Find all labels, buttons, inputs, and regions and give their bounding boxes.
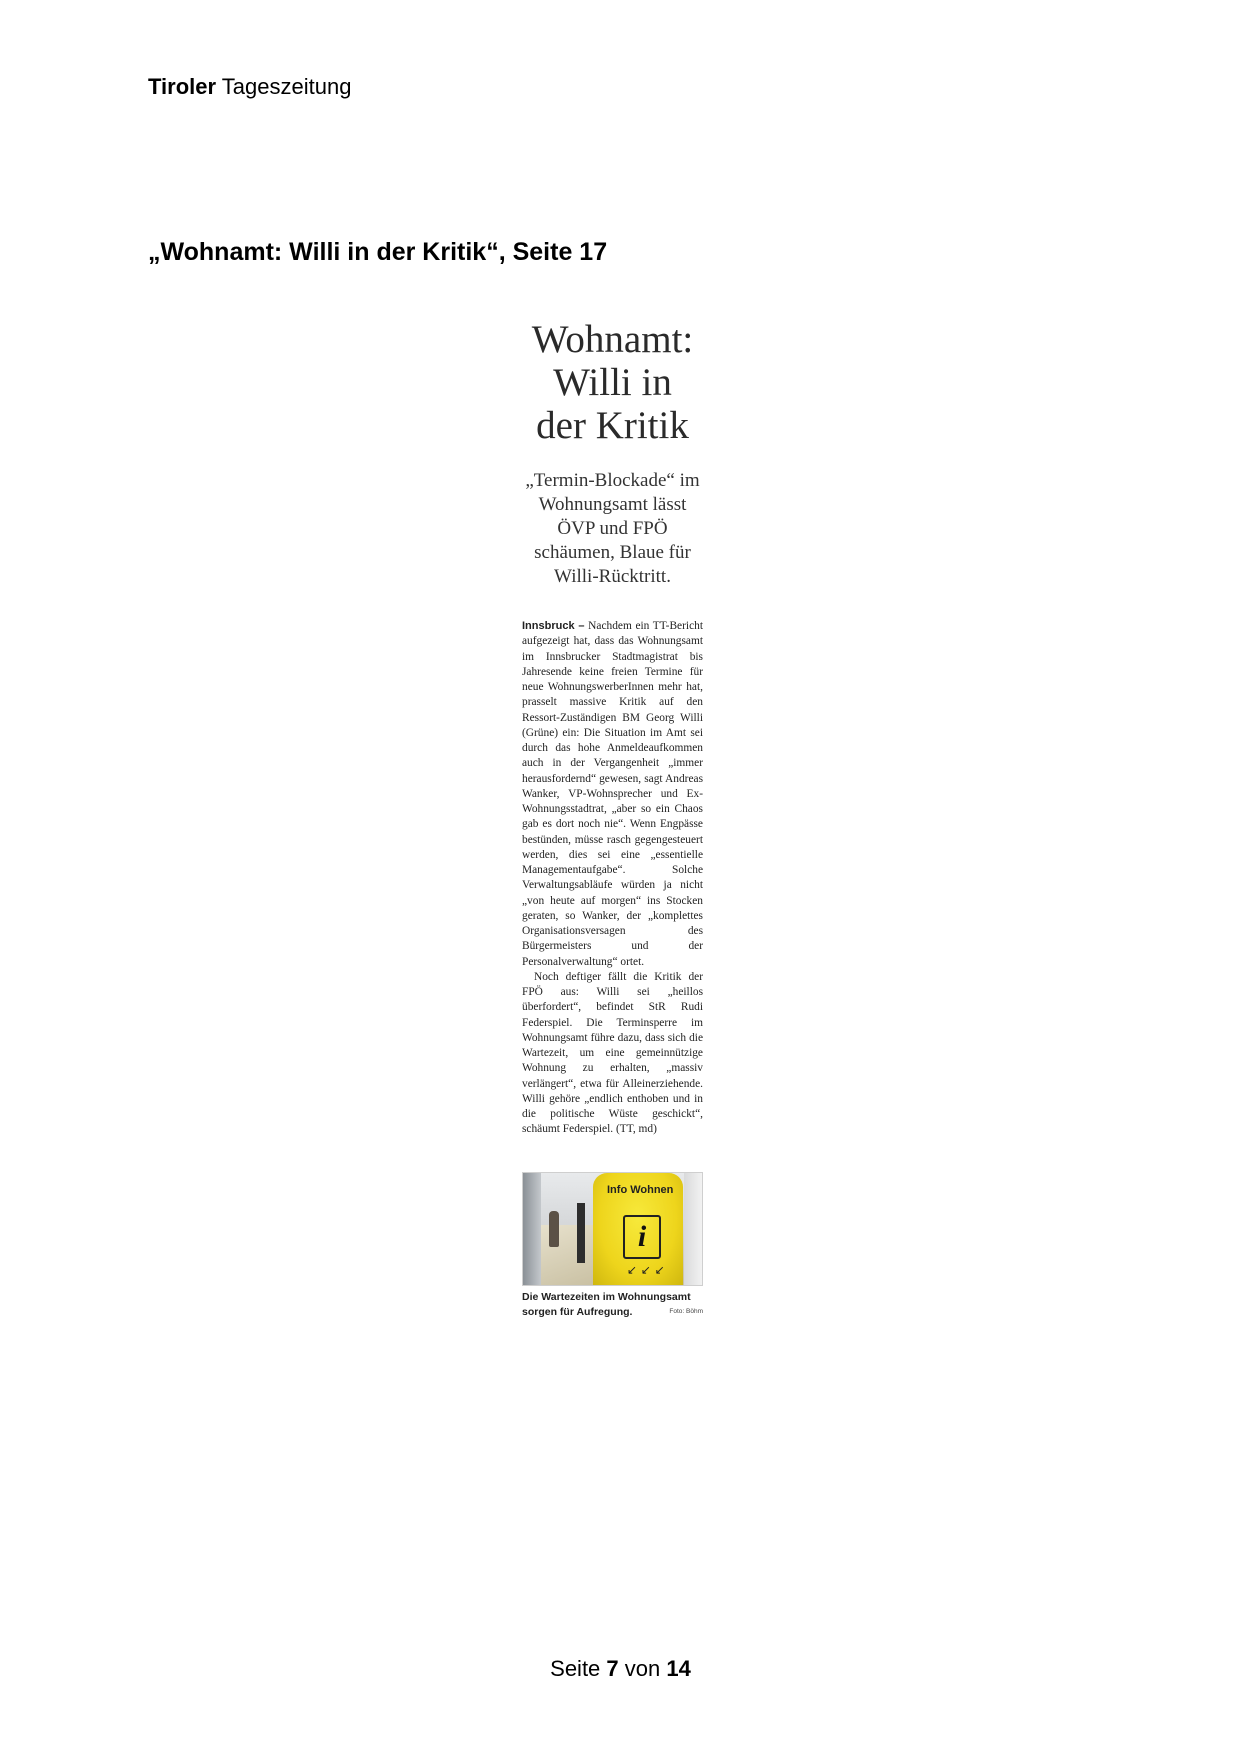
publication-header [148,74,351,100]
newspaper-clipping [522,318,703,1320]
photo-credit: Foto: Böhm [669,1307,703,1315]
article-dateline: Innsbruck – [522,620,585,632]
footer-middle: von [618,1656,667,1681]
article-paragraph-1-text: Nachdem ein TT-Bericht aufgezeigt hat, dass das Wohnungsamt im Innsbrucker Stadtmagistrat bis Jahresende keine freien Termine für neue WohnungswerberInnen mehr hat, prasselt massive Kritik auf den Ressort-Zuständigen BM Georg Willi (Grüne) ein: Die Situation im Amt sei durch das hohe Anmeldeaufkommen auch in der Vergangenheit „immer herausfordernd“ gewesen, sagt Andreas Wanker, VP-Wohnsprecher und Ex-Wohnungsstadtrat, „aber so ein Chaos gab es dort noch nie“. Wenn Engpässe bestünden, müsse rasch gegengesteuert werden, dies sei eine „essentielle Managementaufgabe“. Solche Verwaltungsabläufe würden ja nicht „von heute auf morgen“ ins Stocken geraten, so Wanker, der „komplettes Organisationsversagen des Bürgermeisters und der Personalverwaltung“ ortet. [522,620,703,968]
photo-sign-text: Info Wohnen [607,1183,674,1196]
footer-page-number: 7 [606,1656,619,1681]
photo-caption [522,1290,703,1320]
article-paragraph [522,619,703,970]
document-title: „Wohnamt: Willi in der Kritik“, Seite 17 [148,238,608,266]
article-paragraph-2: Noch deftiger fällt die Kritik der FPÖ aus: Willi sei „heillos überfordert“, befindet StR Rudi Federspiel. Die Terminsperre im Wohnungsamt führe dazu, dass sich die Wartezeit, um eine gemeinnützige Wohnung zu erhalten, „massiv verlängert“, etwa für Alleinerziehende. Willi gehöre „endlich enthoben und in die politische Wüste geschickt“, schäumt Federspiel. (TT, md) [522,970,703,1136]
photo-door [577,1203,585,1263]
publication-name-rest: Tageszeitung [216,74,352,99]
photo-wall [523,1173,541,1285]
arrow-left-icon: ↙ ↙ ↙ [627,1262,665,1277]
photo-person [549,1211,559,1247]
info-icon: i [623,1215,661,1259]
article-headline: Wohnamt: Willi in der Kritik [531,318,694,447]
footer-page-total: 14 [666,1656,691,1681]
article-subhead: „Termin-Blockade“ im Wohnungsamt lässt ÖVP und FPÖ schäumen, Blaue für Willi-Rücktritt. [525,470,700,587]
page-footer [0,1656,1241,1682]
article-body [522,619,703,1138]
photo-caption-text: Die Wartezeiten im Wohnungsamt sorgen für Aufregung. [522,1290,691,1318]
footer-prefix: Seite [550,1656,607,1681]
article-photo [522,1172,703,1286]
publication-name-bold: Tiroler [148,74,217,99]
photo-edge [684,1173,702,1285]
